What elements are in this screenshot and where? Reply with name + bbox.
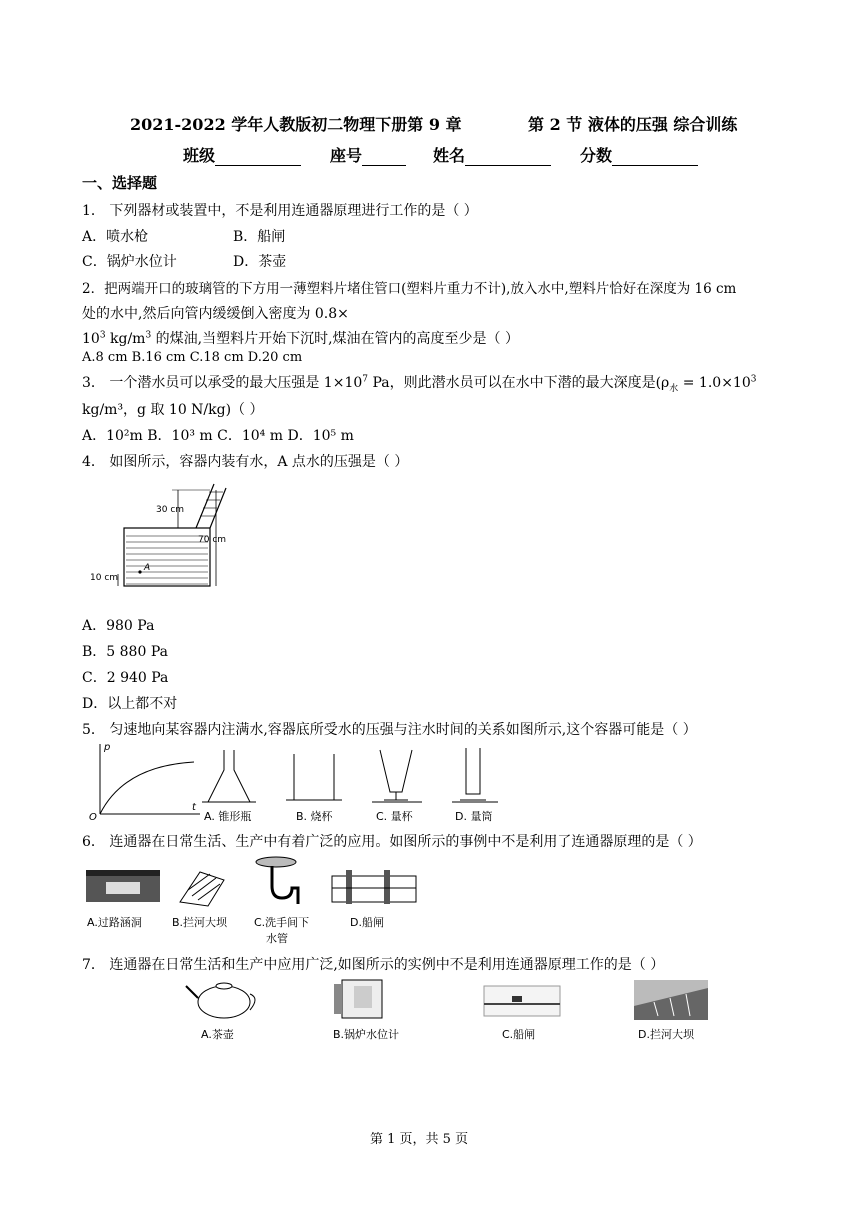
sink-pipe-icon: [256, 857, 298, 904]
class-field: [183, 143, 301, 166]
q7-caption-a: A.茶壶: [201, 1028, 234, 1041]
q4-label-bottom: 10 cm: [90, 573, 119, 583]
q2-line3: [82, 328, 519, 348]
q3-part-a: 3． 一个潜水员可以承受的最大压强是 1×10: [82, 375, 363, 391]
q2-exp: 3: [99, 330, 106, 341]
q5-caption-c: C. 量杯: [376, 810, 413, 823]
title-right: 第 2 节 液体的压强 综合训练: [528, 115, 738, 134]
score-label: 分数: [580, 146, 613, 165]
q6-caption-d: D.船闸: [350, 916, 384, 929]
q5-caption-d: D. 量筒: [455, 810, 493, 823]
q3-part-b: Pa，则此潜水员可以在水中下潜的最大深度是(ρ: [368, 375, 670, 391]
q2-unit: kg/m: [105, 331, 146, 347]
q7-caption-b: B.锅炉水位计: [333, 1028, 400, 1041]
q2-rest: 的煤油,当塑料片开始下沉时,煤油在管内的高度至少是（ ）: [151, 331, 519, 347]
q1-stem: 1． 下列器材或装置中，不是利用连通器原理进行工作的是（ ）: [82, 203, 478, 219]
q7-caption-c: C.船闸: [502, 1028, 536, 1041]
q1-option-a[interactable]: A．喷水枪: [82, 229, 149, 245]
q5-caption-b: B. 烧杯: [296, 810, 333, 823]
teapot-icon: [186, 983, 255, 1018]
q1-option-b[interactable]: B．船闸: [233, 229, 286, 245]
seat-blank[interactable]: [362, 151, 406, 166]
q5-caption-a: A. 锥形瓶: [204, 810, 252, 823]
name-label: 姓名: [433, 146, 466, 165]
q4-label-height: 70 cm: [198, 535, 227, 545]
seat-label: 座号: [330, 146, 363, 165]
name-blank[interactable]: [465, 151, 551, 166]
q2-line2: 处的水中,然后向管内缓缓倒入密度为 0.8×: [82, 306, 349, 322]
measuring-cup-icon: [372, 750, 422, 802]
q1-option-d[interactable]: D．茶壶: [233, 254, 287, 270]
beaker-icon: [286, 754, 342, 800]
q6-stem: 6． 连通器在日常生活、生产中有着广泛的应用。如图所示的事例中不是利用了连通器原理的是（ ）: [82, 834, 702, 850]
q7-figure: [184, 976, 724, 1022]
q6-caption-a: A.过路涵洞: [87, 916, 142, 929]
dam-photo-icon: [634, 980, 708, 1020]
q5-stem: 5． 匀速地向某容器内注满水,容器底所受水的压强与注水时间的关系如图所示,这个容器可能是（ ）: [82, 722, 697, 738]
q2-options[interactable]: A.8 cm B.16 cm C.18 cm D.20 cm: [82, 350, 303, 365]
q7-stem: 7． 连通器在日常生活和生产中应用广泛,如图所示的实例中不是利用连通器原理工作的是（ ）: [82, 957, 665, 973]
q4-label-point: A: [144, 563, 151, 573]
culvert-icon: [86, 870, 160, 902]
q2-line1: 2．把两端开口的玻璃管的下方用一薄塑料片堵住管口(塑料片重力不计),放入水中,塑料片恰好在深度为 16 cm: [82, 281, 737, 297]
q3-options[interactable]: A．10²m B．10³ m C．10⁴ m D．10⁵ m: [82, 428, 354, 444]
q5-graph-t: t: [192, 802, 196, 813]
score-field: [580, 143, 698, 166]
q4-option-d[interactable]: D．以上都不对: [82, 696, 178, 712]
q1-option-c[interactable]: C．锅炉水位计: [82, 254, 177, 270]
q4-label-top: 30 cm: [156, 505, 185, 515]
q5-graph-o: O: [89, 812, 97, 822]
score-blank[interactable]: [612, 151, 698, 166]
q3-line1: [82, 372, 756, 394]
seat-field: [330, 143, 406, 166]
q5-graph-p: p: [104, 742, 111, 753]
q6-caption-b: B.拦河大坝: [172, 916, 228, 929]
class-blank[interactable]: [215, 151, 301, 166]
q3-exp2: 3: [750, 374, 757, 385]
q4-option-b[interactable]: B．5 880 Pa: [82, 644, 168, 660]
q4-container-figure: [86, 476, 246, 596]
q6-caption-c: C.洗手间下: [254, 916, 310, 929]
q6-figure: [84, 856, 424, 912]
q2-unit-exp: 3: [145, 330, 152, 341]
ship-lock-icon: [332, 870, 416, 904]
q2-base: 10: [82, 331, 100, 347]
conical-flask-icon: [202, 750, 256, 802]
page-footer: 第 1 页，共 5 页: [370, 1132, 469, 1147]
q4-option-c[interactable]: C．2 940 Pa: [82, 670, 169, 686]
section-heading: 一、选择题: [82, 174, 158, 192]
ship-lock-icon-2: [484, 986, 560, 1016]
q6-caption-c2: 水管: [266, 932, 288, 945]
q3-sub: 水: [669, 383, 679, 394]
q3-line2: kg/m³，g 取 10 N/kg)（ ）: [82, 402, 264, 418]
q3-exp: 7: [362, 374, 368, 385]
dam-icon: [180, 872, 224, 906]
name-field: [433, 143, 551, 166]
q3-part-c: = 1.0×10: [678, 375, 751, 391]
class-label: 班级: [183, 146, 216, 165]
boiler-gauge-icon: [334, 980, 382, 1018]
q4-option-a[interactable]: A．980 Pa: [82, 618, 155, 634]
q4-stem: 4． 如图所示，容器内装有水，A 点水的压强是（ ）: [82, 454, 409, 470]
q7-caption-d: D.拦河大坝: [638, 1028, 694, 1041]
graduated-cylinder-icon: [452, 748, 498, 802]
title-left: 2021-2022 学年人教版初二物理下册第 9 章: [130, 115, 462, 134]
